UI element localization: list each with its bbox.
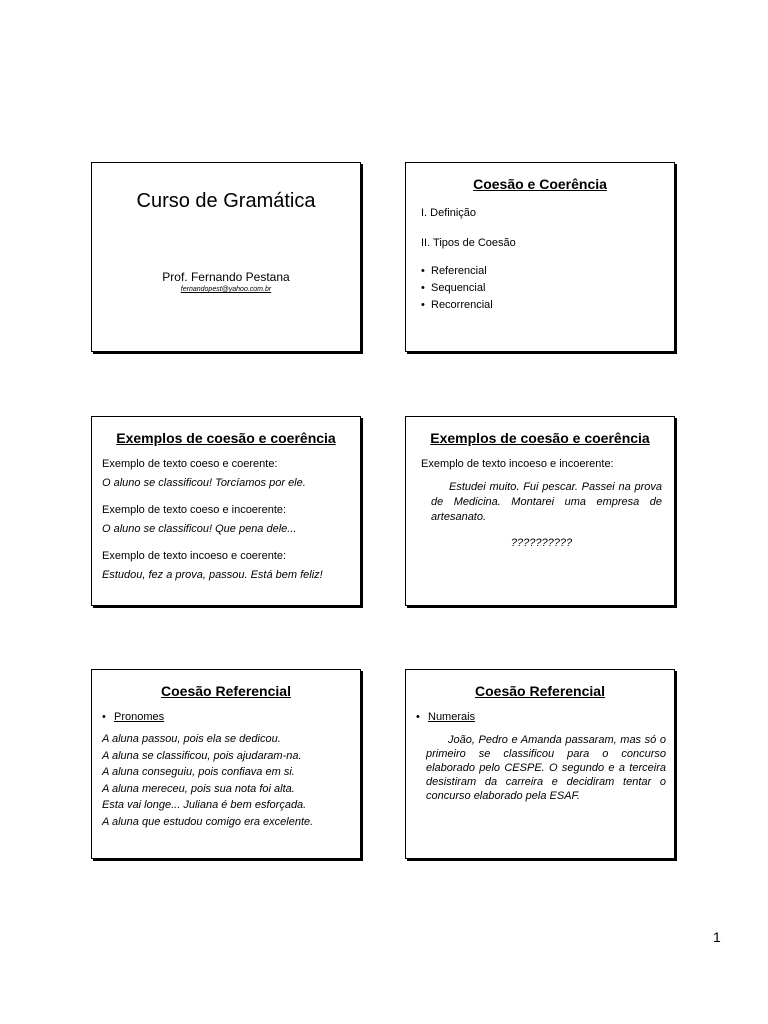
- example-label: Exemplo de texto incoeso e coerente:: [102, 550, 287, 562]
- slide-heading: Exemplos de coesão e coerência: [430, 430, 650, 446]
- author-name: Prof. Fernando Pestana: [162, 270, 290, 284]
- slide-exemplos-1: [91, 416, 361, 606]
- slide-coesao-coerencia: [405, 162, 675, 352]
- example-line: A aluna que estudou comigo era excelente.: [102, 815, 314, 828]
- example-line: Esta vai longe... Juliana é bem esforçada.: [102, 799, 307, 811]
- bullet-label: Pronomes: [114, 711, 165, 723]
- example-text: Estudei muito. Fui pescar. Passei na prova de Medicina. Montarei uma empresa de artesanato.: [431, 481, 662, 523]
- example-label: Exemplo de texto coeso e coerente:: [102, 458, 278, 470]
- course-title: Curso de Gramática: [136, 190, 316, 212]
- slide-heading: Coesão Referencial: [475, 683, 605, 699]
- bullet-item: • Numerais: [416, 711, 476, 723]
- slide-title: [91, 162, 361, 352]
- slide-heading: Coesão Referencial: [161, 683, 291, 699]
- slide-body: [102, 710, 348, 830]
- example-text: O aluno se classificou! Torcíamos por ele.: [102, 477, 306, 489]
- example-label: Exemplo de texto incoeso e incoerente:: [421, 458, 614, 470]
- list-item: • Recorrencial: [421, 297, 516, 314]
- slide-exemplos-2: [405, 416, 675, 606]
- list-item: • Referencial: [421, 263, 516, 280]
- slide-heading: Exemplos de coesão e coerência: [116, 430, 336, 446]
- example-line: A aluna passou, pois ela se dedicou.: [102, 733, 281, 745]
- example-text: O aluno se classificou! Que pena dele...: [102, 523, 297, 535]
- bullet-label: Numerais: [428, 711, 476, 723]
- slide-body: [416, 710, 666, 803]
- page-number: 1: [713, 929, 721, 945]
- list-item: • Sequencial: [421, 280, 516, 297]
- example-text: Estudou, fez a prova, passou. Está bem feliz!: [102, 569, 323, 581]
- slide-body: [102, 457, 348, 583]
- slide-body: [421, 457, 662, 549]
- example-text: João, Pedro e Amanda passaram, mas só o primeiro se classificou para o concurso elaborado pelo CESPE. O segundo e a terceira desistiram da carreira e decidiram tentar o concurso elaborado pela ESAF.: [426, 734, 666, 802]
- example-line: A aluna conseguiu, pois confiava em si.: [102, 766, 295, 778]
- example-lines: [102, 731, 348, 830]
- example-line: A aluna mereceu, pois sua nota foi alta.: [102, 782, 295, 795]
- example-label: Exemplo de texto coeso e incoerente:: [102, 504, 287, 516]
- types-line: II. Tipos de Coesão: [421, 237, 516, 249]
- slide-coesao-referencial-pronomes: [91, 669, 361, 859]
- slide-body: [421, 207, 516, 314]
- question-marks: ??????????: [510, 537, 573, 549]
- definition-line: I. Definição: [421, 207, 477, 219]
- author-email: fernandopest@yahoo.com.br: [180, 286, 272, 293]
- slide-coesao-referencial-numerais: [405, 669, 675, 859]
- bullet-item: • Pronomes: [102, 711, 165, 723]
- example-line: A aluna se classificou, pois ajudaram-na.: [102, 749, 302, 762]
- types-list: [421, 263, 516, 314]
- slide-heading: Coesão e Coerência: [473, 176, 607, 192]
